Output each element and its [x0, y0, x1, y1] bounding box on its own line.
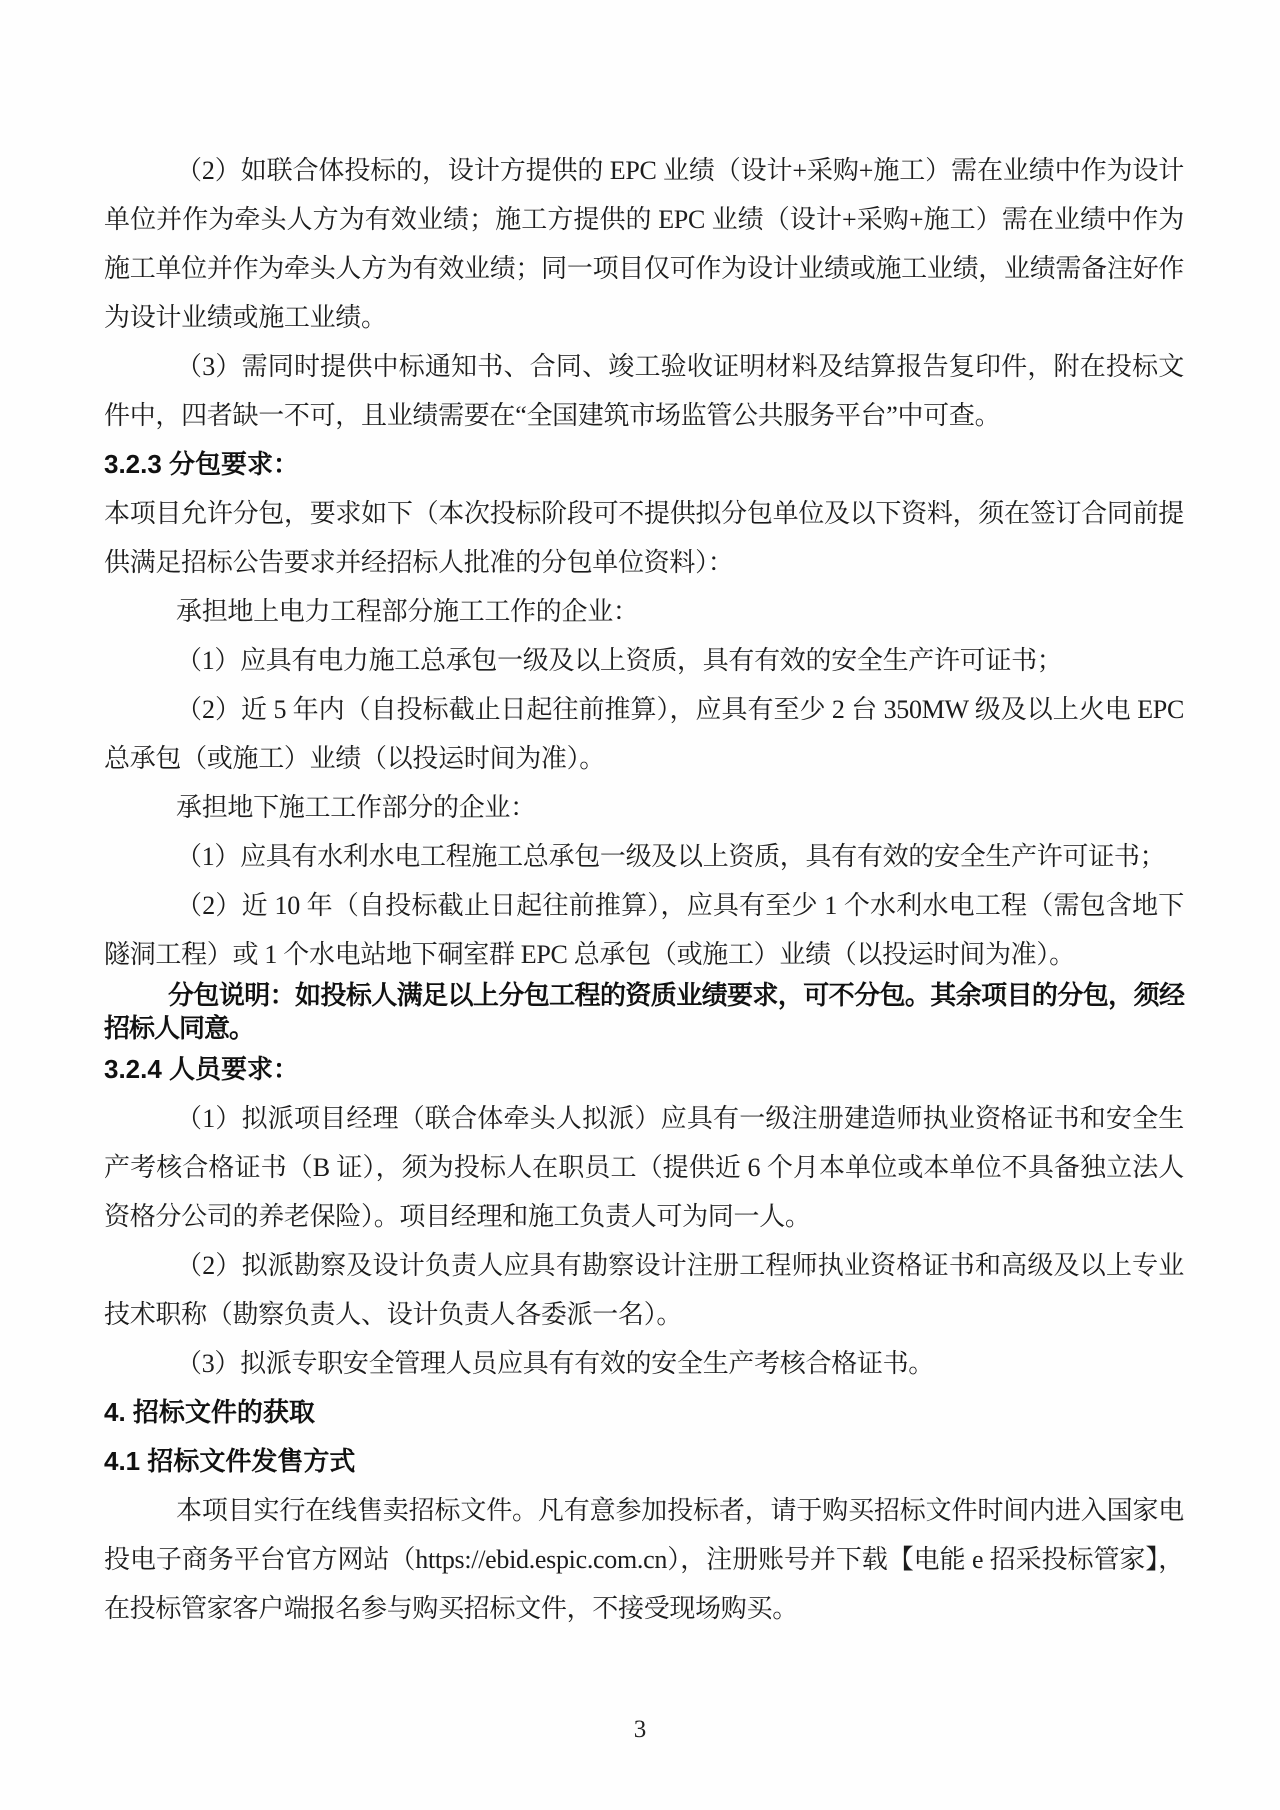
lead-underground-enterprise: 承担地下施工工作部分的企业：	[176, 793, 536, 822]
item-hydro-qualification: （1）应具有水利水电工程施工总承包一级及以上资质，具有有效的安全生产许可证书；	[176, 842, 1166, 871]
item-project-manager: （1）拟派项目经理（联合体牵头人拟派）应具有一级注册建造师执业资格证书和安全生产考核合格证书（B 证），须为投标人在职员工（提供近 6 个月本单位或本单位不具备独立法人资格分公司的养老保险）。项目经理和施工负责人可为同一人。	[104, 1104, 1184, 1231]
heading-3-2-3-subcontracting: 3.2.3 分包要求：	[104, 449, 300, 479]
lead-above-ground-enterprise: 承担地上电力工程部分施工工作的企业：	[176, 597, 639, 626]
item-survey-design-lead: （2）拟派勘察及设计负责人应具有勘察设计注册工程师执业资格证书和高级及以上专业技术职称（勘察负责人、设计负责人各委派一名）。	[104, 1251, 1184, 1329]
para-joint-bid-epc-performance: （2）如联合体投标的，设计方提供的 EPC 业绩（设计+采购+施工）需在业绩中作为设计单位并作为牵头人方为有效业绩；施工方提供的 EPC 业绩（设计+采购+施工）需在业绩中作为施工单位并作为牵头人方为有效业绩；同一项目仅可作为设计业绩或施工业绩，业绩需备注好作为设计业绩或施工业绩。	[104, 156, 1184, 332]
heading-4-document-acquisition: 4. 招标文件的获取	[104, 1397, 315, 1427]
page-number: 3	[633, 1716, 647, 1743]
heading-4-1-sale-method: 4.1 招标文件发售方式	[104, 1446, 356, 1476]
item-hydro-performance: （2）近 10 年（自投标截止日起往前推算），应具有至少 1 个水利水电工程（需包含地下隧洞工程）或 1 个水电站地下硐室群 EPC 总承包（或施工）业绩（以投运时间为准）。	[104, 891, 1184, 969]
document-body	[104, 146, 1184, 1633]
para-subcontracting-allowed: 本项目允许分包，要求如下（本次投标阶段可不提供拟分包单位及以下资料，须在签订合同前提供满足招标公告要求并经招标人批准的分包单位资料）：	[104, 499, 1184, 577]
item-safety-officer: （3）拟派专职安全管理人员应具有有效的安全生产考核合格证书。	[176, 1349, 935, 1378]
item-thermal-epc-performance: （2）近 5 年内（自投标截止日起往前推算），应具有至少 2 台 350MW 级及以上火电 EPC 总承包（或施工）业绩（以投运时间为准）。	[104, 695, 1184, 773]
heading-3-2-4-personnel: 3.2.4 人员要求：	[104, 1054, 300, 1084]
para-online-sale: 本项目实行在线售卖招标文件。凡有意参加投标者，请于购买招标文件时间内进入国家电投电子商务平台官方网站（https://ebid.espic.com.cn），注册账号并下载【电能 e 招采投标管家】，在投标管家客户端报名参与购买招标文件，不接受现场购买。	[104, 1496, 1184, 1623]
para-required-certificates: （3）需同时提供中标通知书、合同、竣工验收证明材料及结算报告复印件，附在投标文件中，四者缺一不可，且业绩需要在“全国建筑市场监管公共服务平台”中可查。	[104, 352, 1184, 430]
note-subcontracting-statement: 分包说明：如投标人满足以上分包工程的资质业绩要求，可不分包。其余项目的分包，须经招标人同意。	[104, 980, 1184, 1043]
item-power-qualification: （1）应具有电力施工总承包一级及以上资质，具有有效的安全生产许可证书；	[176, 646, 1063, 675]
